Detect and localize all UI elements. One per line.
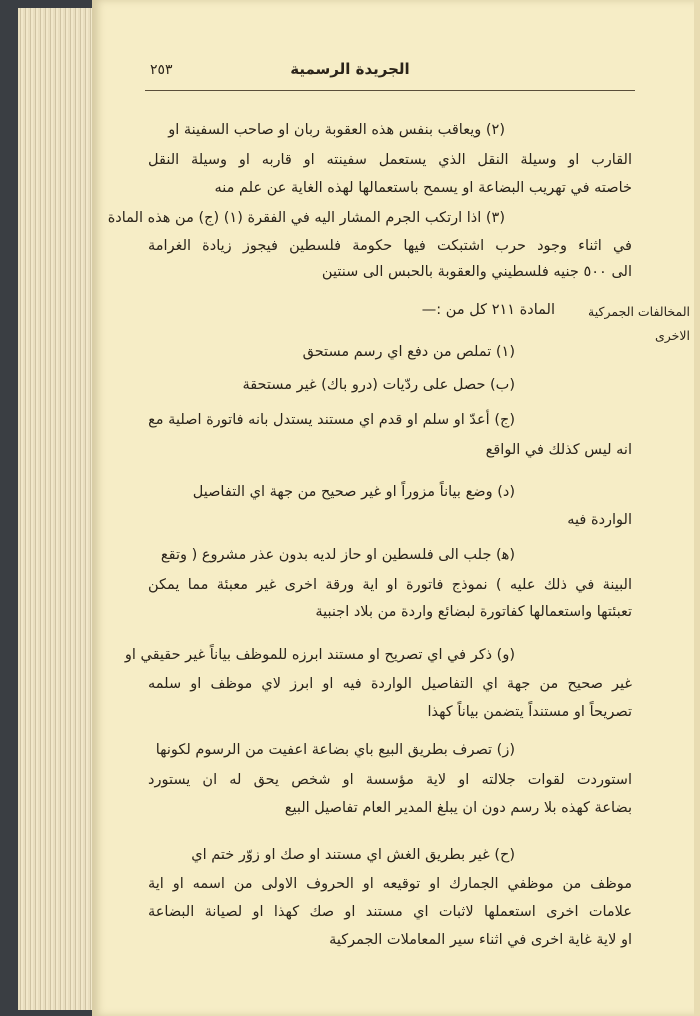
clause-line: موظف من موظفي الجمارك او توقيعه او الحروف الاولى من اسمه او اية [148,876,632,892]
clause-line: البينة في ذلك عليه ) نموذج فاتورة او اية ورقة اخرى غير معبئة مما يمكن [148,577,632,593]
header-rule [145,90,635,91]
paragraph-line: الى ٥٠٠ جنيه فلسطيني والعقوبة بالحبس الى سنتين [321,264,632,280]
clause-line: استوردت لقوات جلالته او لاية مؤسسة او شخص يحق له ان يستورد [148,772,632,788]
running-title: الجريدة الرسمية [290,60,410,78]
margin-note: الاخرى [654,328,690,343]
clause-line: او لاية غاية اخرى في اثناء سير المعاملات الجمركية [329,932,632,948]
clause-line: الواردة فيه [567,512,632,528]
margin-note: المخالفات الجمركية [588,304,690,319]
clause-line: (ز) تصرف بطريق البيع باي بضاعة اعفيت من الرسوم لكونها [155,742,515,758]
paragraph-line: في اثناء وجود حرب اشتبكت فيها حكومة فلسطين فيجوز زيادة الغرامة [148,238,632,254]
paragraph-line: (٣) اذا ارتكب الجرم المشار اليه في الفقرة (١) (ج) من هذه المادة [107,210,505,226]
article-heading: المادة ٢١١ كل من :— [421,302,555,318]
clause-line: (ح) غير بطريق الغش اي مستند او صك او زوّر ختم اي [191,847,515,863]
clause-line: تعبئتها واستعمالها كفاتورة لبضائع واردة من بلاد اجنبية [315,604,632,620]
clause-line: (و) ذكر في اي تصريح او مستند ابرزه للموظف بياناً غير حقيقي او [124,647,515,663]
clause-line: (١) تملص من دفع اي رسم مستحق [302,344,515,360]
paragraph-line: (٢) ويعاقب بنفس هذه العقوبة ربان او صاحب السفينة او [168,122,505,138]
clause-line: غير صحيح من جهة اي التفاصيل الواردة فيه او ابرز لاي موظف او سلمه [148,676,632,692]
page-stack-edges [18,8,98,1010]
clause-line: علامات اخرى استعملها لاثبات اي مستند او صك كهذا او لصيانة البضاعة [148,904,632,920]
clause-line: (ج) أعدّ او سلم او قدم اي مستند يستدل بانه فاتورة اصلية مع [148,412,515,428]
paragraph-line: خاصته في تهريب البضاعة او يسمح باستعمالها لهذه الغاية عن علم منه [214,180,632,196]
paragraph-line: القارب او وسيلة النقل الذي يستعمل سفينته او قاربه او وسيلة النقل [148,152,632,168]
clause-line: (ﻫ) جلب الى فلسطين او حاز لديه بدون عذر مشروع ( وتقع [160,547,515,563]
page-number: ٢٥٣ [150,62,173,78]
clause-line: تصريحاً او مستنداً يتضمن بياناً كهذا [427,704,632,720]
clause-line: (د) وضع بياناً مزوراً او غير صحيح من جهة اي التفاصيل [192,484,515,500]
clause-line: انه ليس كذلك في الواقع [485,442,632,458]
page-edge [694,0,700,1016]
clause-line: بضاعة كهذه بلا رسم دون ان يبلغ المدير العام تفاصيل البيع [284,800,632,816]
clause-line: (ب) حصل على ردّيات (درو باك) غير مستحقة [242,377,515,393]
